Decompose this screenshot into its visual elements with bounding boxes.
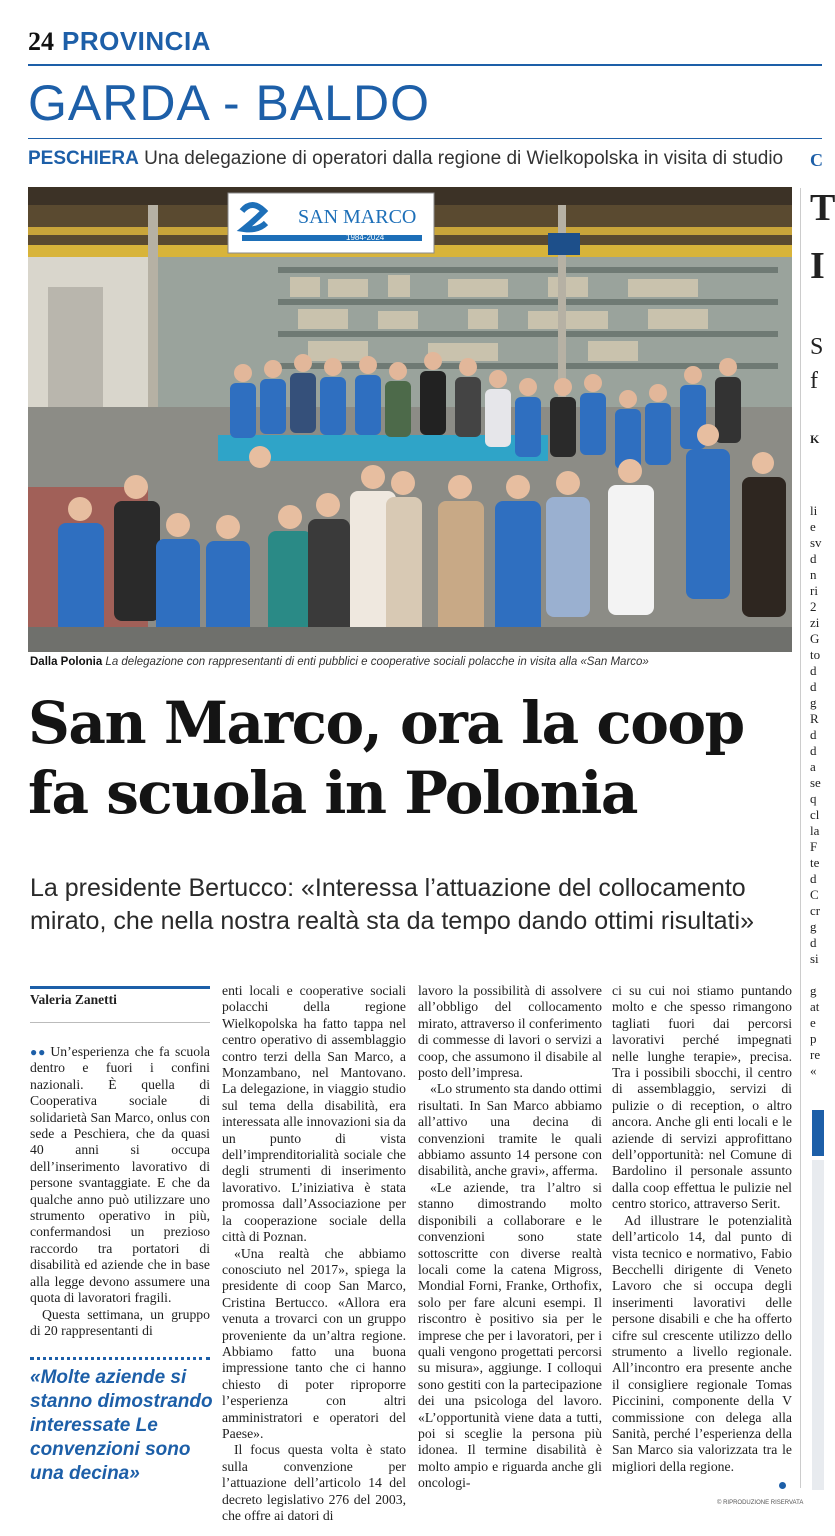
edge-fragment: g xyxy=(810,695,817,710)
edge-fragment: C xyxy=(810,887,819,902)
headline-line-1: San Marco, ora la coop xyxy=(28,689,744,757)
article-end-dot-icon xyxy=(779,1482,786,1489)
region-rule xyxy=(28,138,822,139)
edge-fragment: K xyxy=(810,432,820,446)
section-name: PROVINCIA xyxy=(62,26,211,56)
header-rule xyxy=(28,64,822,66)
edge-fragment: a xyxy=(810,759,816,774)
edge-fragment: la xyxy=(810,823,820,838)
edge-fragment: R xyxy=(810,711,819,726)
page-folio xyxy=(28,26,211,57)
column-1-paragraph: ●● Un’esperienza che fa scuola dentro e fuori i confini nazionali. È quella di Cooperativa sociale di solidarietà San Marco, onlus con sede a Peschiera, che da quasi 40 anni si occupa dell’inserimento lavorativo di persone svantaggiate. E che da qualche anno può utilizzare uno strumento operativo in più, confermandosi un prezioso raccordo tra portatori di disabilità ed aziende che in base alla legge devono assumere una quota di lavoratori fragili. xyxy=(30,1044,210,1306)
column-1-paragraph: Questa settimana, un gruppo di 20 rappresentanti di xyxy=(30,1306,210,1338)
edge-fragment: « xyxy=(810,1063,817,1078)
subhead-line-2: mirato, che nella nostra realtà sta da tempo dando ottimi risultati» xyxy=(30,907,754,935)
edge-fragment: si xyxy=(810,951,819,966)
edge-fragment: C xyxy=(810,150,823,170)
edge-fragment: d xyxy=(810,743,817,758)
pull-quote: «Molte aziende si stanno dimostrando interessate Le convenzioni sono una decina» xyxy=(30,1367,213,1484)
column-4 xyxy=(612,983,792,1475)
edge-fragment: at xyxy=(810,999,820,1014)
edge-fragment: p xyxy=(810,1031,817,1046)
adjacent-box-header xyxy=(812,1110,824,1156)
column-2 xyxy=(222,983,406,1524)
edge-fragment: d xyxy=(810,551,817,566)
adjacent-article-edge xyxy=(808,0,835,1536)
edge-fragment: S xyxy=(810,334,824,360)
edge-fragment: q xyxy=(810,791,817,806)
column-4-paragraph: Ad illustrare le potenzialità dell’articolo 14, dal punto di vista tecnico e normativo, Fabio Becchelli dirigente di Veneto Lavoro che si occupa degli inserimenti lavorativi delle persone disabili e che ha offerto cifre sul crescente utilizzo dello strumento a livello regionale. All’incontro era presente anche il consigliere regionale Tomas Piccinini, componente della V commissione con delega alla Sanità, perché l’esperienza della San Marco sia valorizzata tra le migliori della regione. xyxy=(612,1212,792,1474)
subhead-line-1: La presidente Bertucco: «Interessa l’attuazione del collocamento xyxy=(30,874,746,902)
edge-fragment: to xyxy=(810,647,821,662)
edge-fragment: T xyxy=(810,187,835,229)
byline-rule xyxy=(30,986,210,989)
edge-fragment: g xyxy=(810,919,817,934)
edge-fragment: sv xyxy=(810,535,822,550)
column-3-paragraph: «Le aziende, tra l’altro si stanno dimostrando molto disponibili a collaborare e le convenzioni sono state sottoscritte con diverse realtà locali come la catena Migross, Mondial Forni, Franke, Orthofix, solo per fare alcuni esempi. Il riscontro è positivo sia per le imprese che per i lavoratori, per i quali vengono progettati percorsi su misura», aggiunge. I colloqui sono gestiti con la partecipazione dei una psicologa del lavoro. «L’opportunità viene data a tutti, poi si sceglie la persona più idonea. Il termine disabilità è molto ampio e riguarda anche gli oncologi- xyxy=(418,1179,602,1491)
edge-fragment: se xyxy=(810,775,821,790)
column-3-paragraph: «Lo strumento sta dando ottimi risultati. In San Marco abbiamo all’attivo una decina di convenzioni tramite le quali abbiamo assunto 14 persone con disabilità, anche gravi», afferma. xyxy=(418,1081,602,1179)
edge-fragment: G xyxy=(810,631,820,646)
pull-quote-rule xyxy=(30,1357,210,1360)
column-2-paragraph: «Una realtà che abbiamo conosciuto nel 2017», spiega la presidente di coop San Marco, Cristina Bertucco. «Allora era venuta a trovarci con un gruppo proveniente da un’altra regione. Abbiamo fatto una buona impressione tanto che ci hanno chiesto di poter riproporre l’esperienza con altri amministratori e operatori del Paese». xyxy=(222,1245,406,1441)
byline-separator xyxy=(30,1022,210,1023)
kicker-place: PESCHIERA xyxy=(28,148,139,169)
edge-fragment: d xyxy=(810,663,817,678)
edge-fragment: re xyxy=(810,1047,821,1062)
edge-fragment: e xyxy=(810,519,816,534)
edge-fragment: cl xyxy=(810,807,820,822)
sign-text: SAN MARCO xyxy=(298,206,417,228)
page-number: 24 xyxy=(28,27,54,56)
byline: Valeria Zanetti xyxy=(30,992,117,1007)
edge-fragment: ri xyxy=(810,583,818,598)
column-1 xyxy=(30,1044,210,1339)
column-2-paragraph: Il focus questa volta è stato sulla convenzione per l’attuazione dell’articolo 14 del decreto legislativo 276 del 2003, che offre ai datori di xyxy=(222,1442,406,1523)
lead-dots-icon: ●● xyxy=(30,1045,47,1059)
article-headline xyxy=(28,688,798,828)
edge-fragment: d xyxy=(810,935,817,950)
region-title: GARDA - BALDO xyxy=(28,75,430,131)
edge-fragment: I xyxy=(810,245,825,287)
sign-subtext: 1984-2024 xyxy=(346,233,385,242)
edge-fragment: d xyxy=(810,727,817,742)
photo-caption xyxy=(30,656,649,668)
article-subhead xyxy=(30,872,800,938)
edge-fragment: cr xyxy=(810,903,821,918)
edge-fragment: te xyxy=(810,855,820,870)
adjacent-box xyxy=(812,1160,824,1490)
edge-fragment: g xyxy=(810,983,817,998)
edge-fragment: F xyxy=(810,839,818,854)
caption-text: La delegazione con rappresentanti di enti pubblici e cooperative sociali polacche in visita alla «San Marco» xyxy=(105,656,649,668)
column-3-paragraph: lavoro la possibilità di assolvere all’obbligo del collocamento mirato, attraverso il conferimento di commesse di lavori o servizi a coop, che assumono il disabile al posto dell’impresa. xyxy=(418,983,602,1081)
column-2-paragraph: enti locali e cooperative sociali polacchi della regione Wielkopolska ha fatto tappa nel centro operativo di assemblaggio contro terzi della San Marco, a Monzambano, nel Mantovano. La delegazione, in viaggio studio sul tema della disabilità, era interessata alle innovazioni sia da un punto di vista dell’imprenditorialità sociale che degli strumenti di inserimento lavorativo. L’iniziativa è stata promossa dall’Associazione per la cooperazione sociale della città di Poznan. xyxy=(222,983,406,1245)
group-photo-illustration xyxy=(28,187,792,652)
column-3 xyxy=(418,983,602,1492)
caption-lead: Dalla Polonia xyxy=(30,656,103,668)
edge-fragment: d xyxy=(810,679,817,694)
kicker-text: Una delegazione di operatori dalla regione di Wielkopolska in visita di studio xyxy=(144,148,784,169)
edge-fragment: 2 xyxy=(810,599,817,614)
column-4-paragraph: ci su cui noi stiamo puntando molto e che spesso rimangono tagliati fuori dai percorsi lavorativi perché impegnati nelle lunghe terapie», precisa. Tra i possibili sbocchi, il centro di assemblaggio, servizi di pulizie o di reception, o altro ancora. Anche gli enti locali e le aziende di servizi approfittano dell’opportunità: nel Comune di Bardolino il personale assunto dalla coop effettua le pulizie nel centro storico, attraverso Serit. xyxy=(612,983,792,1212)
column-divider xyxy=(800,188,801,1488)
edge-fragment: e xyxy=(810,1015,816,1030)
edge-fragment: n xyxy=(810,567,817,582)
copyright-notice: © RIPRODUZIONE RISERVATA xyxy=(717,1500,804,1506)
headline-line-2: fa scuola in Polonia xyxy=(28,759,637,827)
article-photo xyxy=(28,187,792,652)
kicker xyxy=(28,148,783,170)
edge-fragment: d xyxy=(810,871,817,886)
edge-fragment: f xyxy=(810,368,818,394)
edge-fragment: zi xyxy=(810,615,820,630)
edge-fragment: li xyxy=(810,503,818,518)
